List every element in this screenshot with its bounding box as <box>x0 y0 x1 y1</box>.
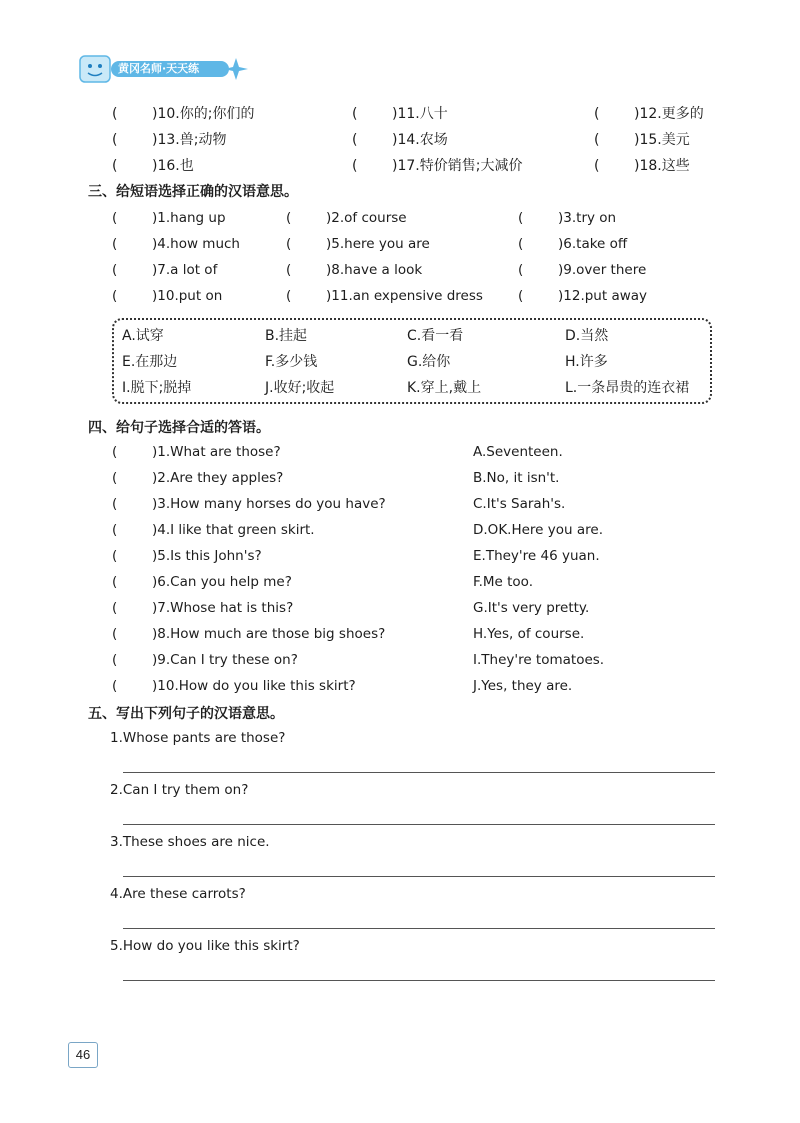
answer-option: A.Seventeen. <box>473 444 563 460</box>
question-item: ( )6.Can you help me? <box>112 574 292 590</box>
answer-blank[interactable]: ( <box>112 548 118 564</box>
answer-blank[interactable]: ( <box>112 522 118 538</box>
list-item: ( )10.你的;你们的 <box>112 106 255 122</box>
list-item: ( )3.try on <box>518 210 617 226</box>
answer-blank[interactable]: ( <box>518 262 524 278</box>
answer-blank[interactable]: ( <box>352 132 358 148</box>
question-item: ( )5.Is this John's? <box>112 548 262 564</box>
question-item: ( )4.I like that green skirt. <box>112 522 315 538</box>
list-item: ( )9.over there <box>518 262 647 278</box>
option-item: L.一条昂贵的连衣裙 <box>565 380 690 396</box>
answer-blank[interactable]: ( <box>112 470 118 486</box>
option-item: C.看一看 <box>407 328 464 344</box>
list-item: ( )10.put on <box>112 288 223 304</box>
section3-title: 三、给短语选择正确的汉语意思。 <box>88 184 298 200</box>
answer-blank[interactable]: ( <box>112 496 118 512</box>
answer-option: J.Yes, they are. <box>473 678 573 694</box>
answer-blank[interactable]: ( <box>518 236 524 252</box>
question-item: ( )1.What are those? <box>112 444 281 460</box>
option-item: H.许多 <box>565 354 608 370</box>
list-item: ( )13.兽;动物 <box>112 132 227 148</box>
question-item: ( )3.How many horses do you have? <box>112 496 386 512</box>
answer-blank[interactable]: ( <box>112 262 118 278</box>
answer-blank[interactable]: ( <box>112 210 118 226</box>
answer-blank[interactable]: ( <box>286 210 292 226</box>
question-item: ( )9.Can I try these on? <box>112 652 298 668</box>
list-item: ( )11.八十 <box>352 106 448 122</box>
answer-blank[interactable]: ( <box>112 288 118 304</box>
answer-blank[interactable]: ( <box>112 678 118 694</box>
list-item: ( )5.here you are <box>286 236 430 252</box>
answer-line[interactable] <box>123 772 715 773</box>
option-item: G.给你 <box>407 354 451 370</box>
answer-line[interactable] <box>123 876 715 877</box>
option-item: A.试穿 <box>122 328 164 344</box>
answer-blank[interactable]: ( <box>594 158 600 174</box>
list-item: ( )6.take off <box>518 236 628 252</box>
list-item: ( )16.也 <box>112 158 194 174</box>
answer-blank[interactable]: ( <box>112 444 118 460</box>
question-item: ( )8.How much are those big shoes? <box>112 626 386 642</box>
answer-option: E.They're 46 yuan. <box>473 548 600 564</box>
question-item: ( )10.How do you like this skirt? <box>112 678 356 694</box>
sentence-item: 2.Can I try them on? <box>110 782 249 798</box>
section4-title: 四、给句子选择合适的答语。 <box>88 420 270 436</box>
list-item: ( )14.农场 <box>352 132 448 148</box>
section5-title: 五、写出下列句子的汉语意思。 <box>88 706 284 722</box>
answer-blank[interactable]: ( <box>286 262 292 278</box>
answer-blank[interactable]: ( <box>112 600 118 616</box>
answer-option: D.OK.Here you are. <box>473 522 603 538</box>
answer-blank[interactable]: ( <box>594 132 600 148</box>
option-item: F.多少钱 <box>265 354 318 370</box>
answer-blank[interactable]: ( <box>112 106 118 122</box>
answer-line[interactable] <box>123 980 715 981</box>
option-item: B.挂起 <box>265 328 308 344</box>
answer-blank[interactable]: ( <box>594 106 600 122</box>
list-item: ( )2.of course <box>286 210 407 226</box>
question-item: ( )2.Are they apples? <box>112 470 284 486</box>
answer-option: G.It's very pretty. <box>473 600 590 616</box>
answer-blank[interactable]: ( <box>518 288 524 304</box>
answer-blank[interactable]: ( <box>352 158 358 174</box>
list-item: ( )8.have a look <box>286 262 423 278</box>
answer-blank[interactable]: ( <box>352 106 358 122</box>
answer-option: C.It's Sarah's. <box>473 496 566 512</box>
list-item: ( )4.how much <box>112 236 240 252</box>
answer-blank[interactable]: ( <box>112 574 118 590</box>
question-item: ( )7.Whose hat is this? <box>112 600 294 616</box>
answer-option: H.Yes, of course. <box>473 626 585 642</box>
sentence-item: 5.How do you like this skirt? <box>110 938 300 954</box>
list-item: ( )1.hang up <box>112 210 226 226</box>
option-item: E.在那边 <box>122 354 178 370</box>
option-item: I.脱下;脱掉 <box>122 380 192 396</box>
answer-blank[interactable]: ( <box>286 288 292 304</box>
option-item: J.收好;收起 <box>265 380 335 396</box>
answer-blank[interactable]: ( <box>112 132 118 148</box>
answer-option: B.No, it isn't. <box>473 470 560 486</box>
sentence-item: 1.Whose pants are those? <box>110 730 286 746</box>
list-item: ( )7.a lot of <box>112 262 218 278</box>
answer-blank[interactable]: ( <box>112 158 118 174</box>
answer-option: I.They're tomatoes. <box>473 652 605 668</box>
option-item: D.当然 <box>565 328 609 344</box>
list-item: ( )15.美元 <box>594 132 690 148</box>
list-item: ( )11.an expensive dress <box>286 288 483 304</box>
answer-blank[interactable]: ( <box>112 652 118 668</box>
answer-blank[interactable]: ( <box>112 236 118 252</box>
answer-line[interactable] <box>123 928 715 929</box>
list-item: ( )17.特价销售;大减价 <box>352 158 523 174</box>
answer-blank[interactable]: ( <box>518 210 524 226</box>
sentence-item: 3.These shoes are nice. <box>110 834 270 850</box>
answer-option: F.Me too. <box>473 574 533 590</box>
list-item: ( )12.更多的 <box>594 106 704 122</box>
sentence-item: 4.Are these carrots? <box>110 886 246 902</box>
answer-blank[interactable]: ( <box>112 626 118 642</box>
header-logo <box>78 50 258 90</box>
page-number: 46 <box>68 1042 98 1068</box>
answer-line[interactable] <box>123 824 715 825</box>
answer-blank[interactable]: ( <box>286 236 292 252</box>
list-item: ( )12.put away <box>518 288 648 304</box>
brand-text: 黄冈名师·天天练 <box>118 62 200 75</box>
list-item: ( )18.这些 <box>594 158 690 174</box>
option-item: K.穿上,戴上 <box>407 380 482 396</box>
